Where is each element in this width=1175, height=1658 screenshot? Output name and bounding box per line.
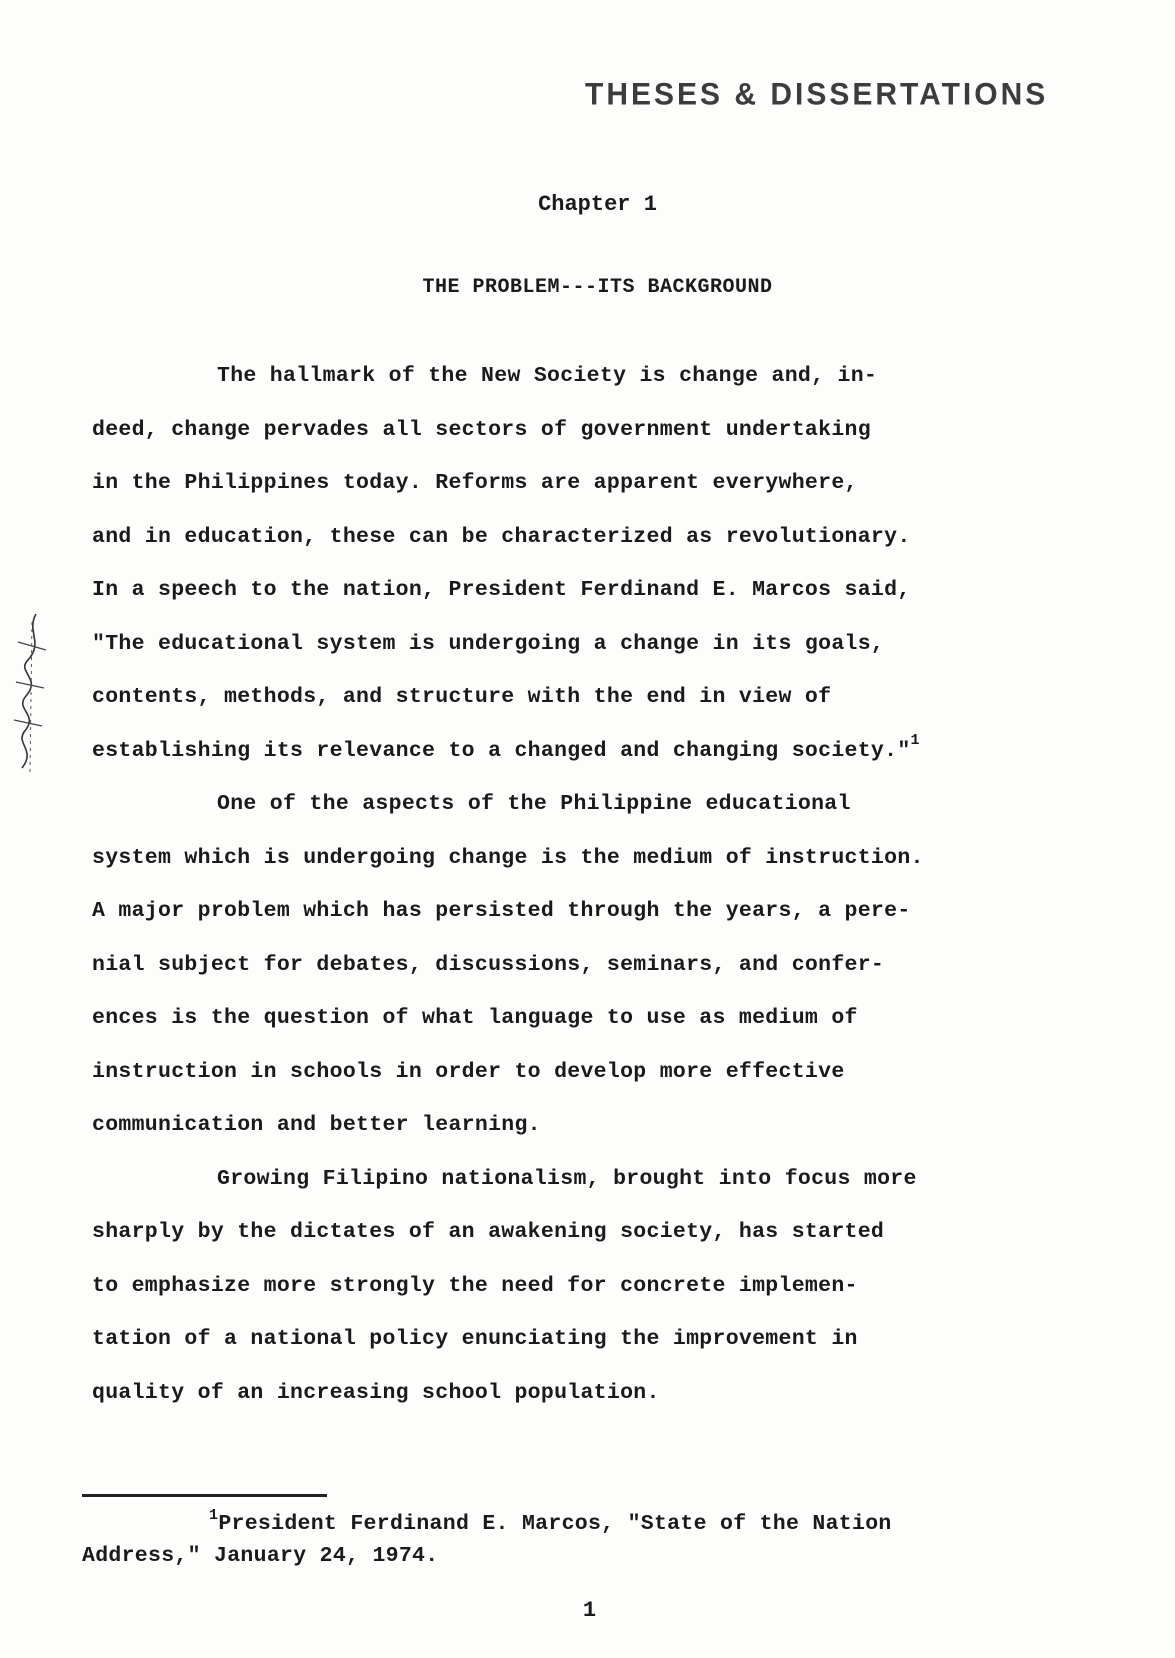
chapter-label: Chapter 1 xyxy=(538,192,657,217)
chapter-heading: THE PROBLEM---ITS BACKGROUND xyxy=(422,276,773,299)
text-line: A major problem which has persisted through the years, a pere- xyxy=(92,899,911,923)
text-line: deed, change pervades all sectors of government undertaking xyxy=(92,417,871,442)
footnote-mark: 1 xyxy=(209,1507,219,1524)
text-line: "The educational system is undergoing a change in its goals, xyxy=(92,631,885,656)
text-line: The hallmark of the New Society is change and, in- xyxy=(217,364,878,388)
footnote-text: President Ferdinand E. Marcos, "State of the Nation xyxy=(218,1512,892,1536)
text-line: instruction in schools in order to develop more effective xyxy=(92,1059,845,1084)
text-line: Growing Filipino nationalism, brought into focus more xyxy=(217,1166,917,1191)
text-line: sharply by the dictates of an awakening society, has started xyxy=(92,1220,885,1244)
margin-handwriting xyxy=(6,612,56,782)
text-line: quality of an increasing school population. xyxy=(92,1380,660,1405)
page-number: 1 xyxy=(582,1598,597,1623)
text-line: system which is undergoing change is the medium of instruction. xyxy=(92,845,924,870)
text-line: One of the aspects of the Philippine educational xyxy=(217,792,851,816)
library-stamp: THESES & DISSERTATIONS xyxy=(585,77,1049,112)
text-line-with-footnote xyxy=(92,725,1092,779)
body-text xyxy=(92,350,1092,1420)
text-line: to emphasize more strongly the need for concrete implemen- xyxy=(92,1273,858,1298)
text-line: communication and better learning. xyxy=(92,1113,541,1137)
text-line: and in education, these can be characterized as revolutionary. xyxy=(92,524,911,549)
text-line: ences is the question of what language to use as medium of xyxy=(92,1006,858,1030)
text-line: in the Philippines today. Reforms are apparent everywhere, xyxy=(92,471,858,495)
footnote-reference: 1 xyxy=(910,731,920,749)
text-line: contents, methods, and structure with the end in view of xyxy=(92,685,832,709)
footnote-line xyxy=(82,1508,1102,1540)
footnote-divider xyxy=(82,1494,327,1497)
footnote xyxy=(82,1508,1102,1572)
text-line: In a speech to the nation, President Ferdinand E. Marcos said, xyxy=(92,578,911,602)
text-line: tation of a national policy enunciating the improvement in xyxy=(92,1327,858,1351)
footnote-line: Address," January 24, 1974. xyxy=(82,1544,439,1568)
text-line: nial subject for debates, discussions, seminars, and confer- xyxy=(92,952,885,977)
text-line: establishing its relevance to a changed and changing society." xyxy=(92,738,911,763)
